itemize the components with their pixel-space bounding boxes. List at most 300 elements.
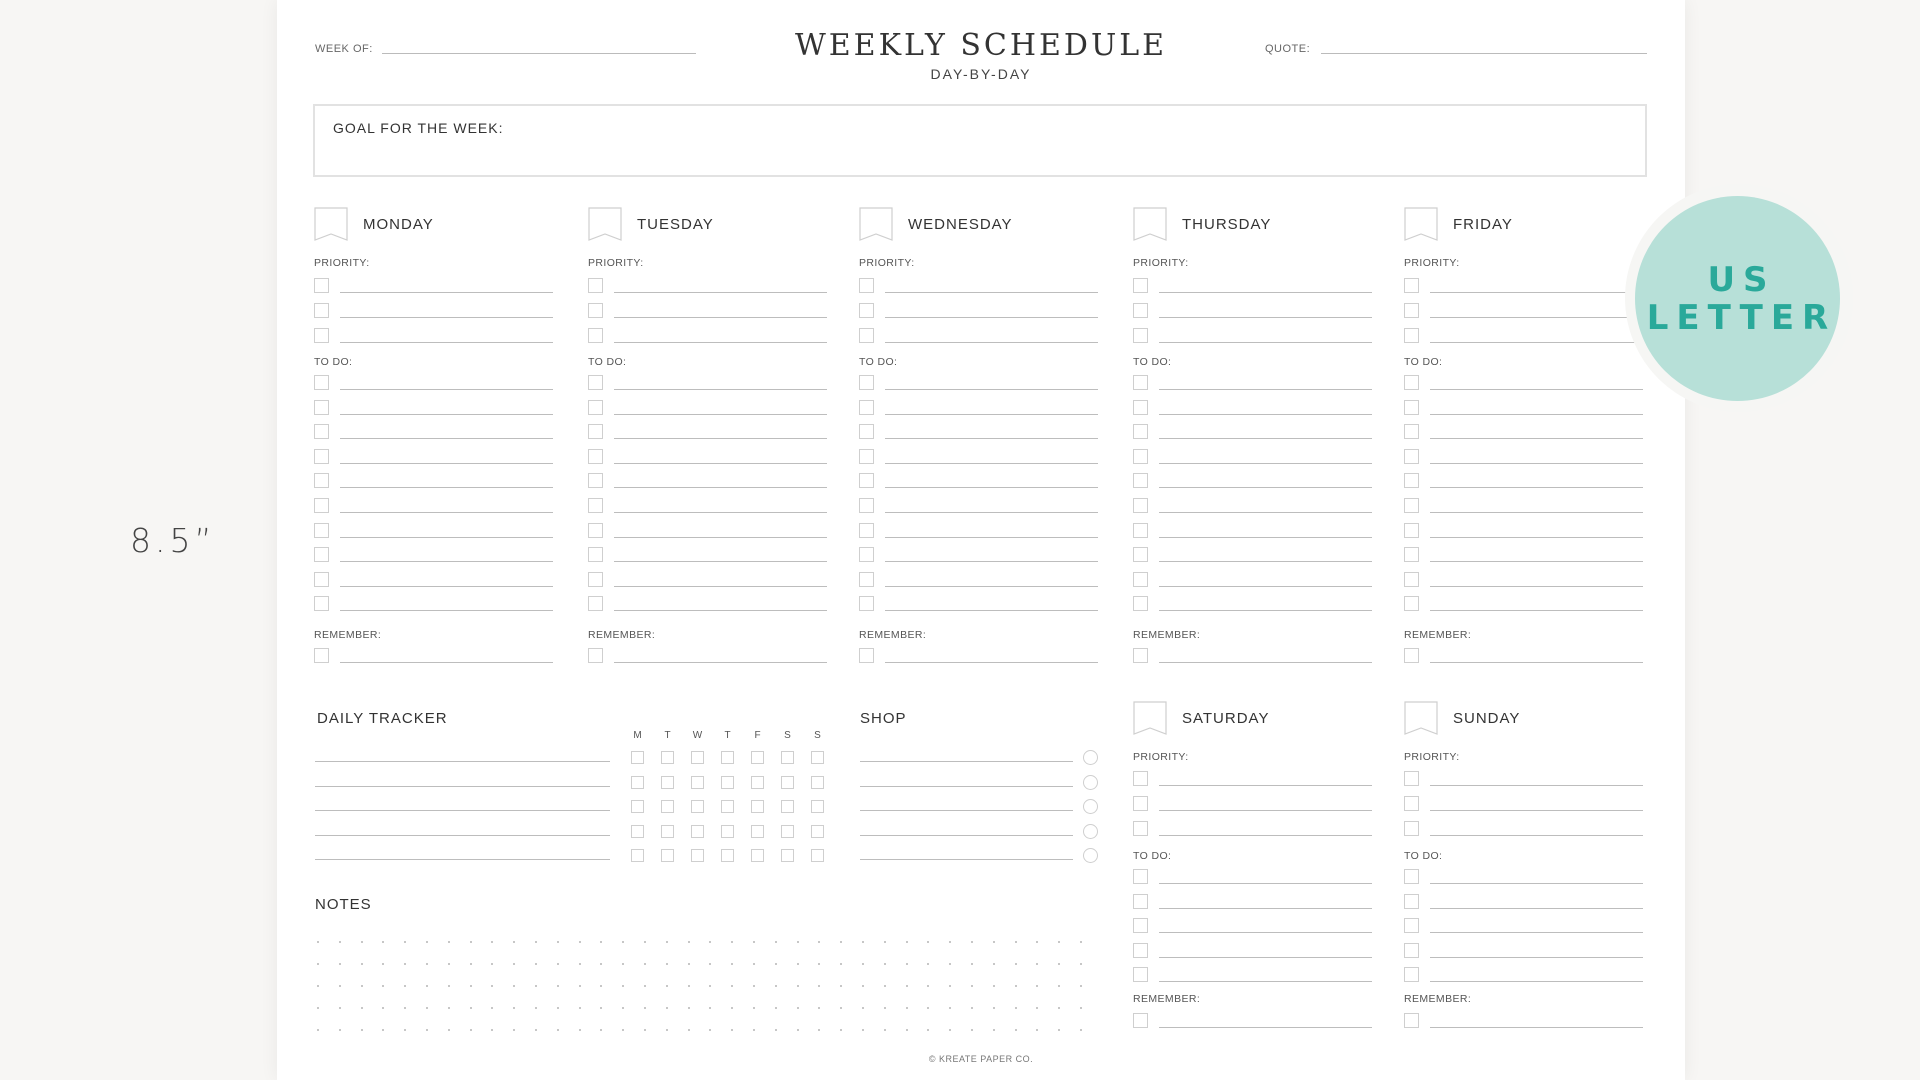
todo-write-line[interactable] [340,463,553,464]
tracker-checkbox[interactable] [631,800,644,813]
tracker-checkbox[interactable] [811,800,824,813]
todo-checkbox[interactable] [1404,869,1419,884]
priority-write-line[interactable] [1159,810,1372,811]
todo-write-line[interactable] [340,438,553,439]
remember-write-line[interactable] [1430,662,1643,663]
todo-row [314,424,554,440]
priority-checkbox[interactable] [1404,796,1419,811]
todo-write-line[interactable] [1159,883,1372,884]
priority-checkbox[interactable] [859,303,874,318]
todo-write-line[interactable] [614,561,827,562]
todo-checkbox[interactable] [859,498,874,513]
todo-checkbox[interactable] [1404,375,1419,390]
todo-checkbox[interactable] [1404,596,1419,611]
notes-dot [470,941,472,943]
todo-write-line[interactable] [1430,389,1643,390]
todo-checkbox[interactable] [1133,547,1148,562]
priority-checkbox[interactable] [859,328,874,343]
todo-row [1404,869,1644,885]
todo-write-line[interactable] [340,512,553,513]
remember-row [1404,648,1644,664]
notes-dot [426,963,428,965]
todo-write-line[interactable] [1430,512,1643,513]
priority-checkbox[interactable] [314,278,329,293]
notes-dot [927,1029,929,1031]
shop-item-line[interactable] [860,859,1073,860]
remember-write-line[interactable] [340,662,553,663]
priority-checkbox[interactable] [1404,328,1419,343]
todo-write-line[interactable] [1430,463,1643,464]
notes-dot [361,1007,363,1009]
remember-write-line[interactable] [1430,1027,1643,1028]
todo-checkbox[interactable] [588,449,603,464]
todo-checkbox[interactable] [588,498,603,513]
remember-checkbox[interactable] [1133,648,1148,663]
notes-dot [993,941,995,943]
priority-checkbox[interactable] [1404,303,1419,318]
todo-row [1133,572,1373,588]
todo-write-line[interactable] [340,561,553,562]
remember-checkbox[interactable] [588,648,603,663]
todo-checkbox[interactable] [314,473,329,488]
todo-checkbox[interactable] [1404,918,1419,933]
todo-checkbox[interactable] [588,473,603,488]
todo-checkbox[interactable] [314,375,329,390]
tracker-checkbox[interactable] [721,849,734,862]
day-name: SATURDAY [1182,709,1270,727]
todo-write-line[interactable] [1159,561,1372,562]
shop-circle-checkbox[interactable] [1083,824,1098,839]
priority-write-line[interactable] [1430,835,1643,836]
todo-checkbox[interactable] [1133,498,1148,513]
tracker-checkbox[interactable] [631,825,644,838]
todo-checkbox[interactable] [1404,449,1419,464]
tracker-checkbox[interactable] [721,776,734,789]
todo-write-line[interactable] [885,487,1098,488]
notes-dot [470,1007,472,1009]
remember-write-line[interactable] [885,662,1098,663]
day-name: WEDNESDAY [908,215,1013,233]
todo-checkbox[interactable] [859,400,874,415]
todo-write-line[interactable] [885,512,1098,513]
todo-write-line[interactable] [1159,463,1372,464]
notes-dot [753,1029,755,1031]
shop-circle-checkbox[interactable] [1083,775,1098,790]
todo-checkbox[interactable] [1133,869,1148,884]
todo-write-line[interactable] [1159,414,1372,415]
todo-checkbox[interactable] [314,498,329,513]
todo-checkbox[interactable] [1404,547,1419,562]
notes-dot [644,963,646,965]
todo-checkbox[interactable] [859,572,874,587]
todo-label: TO DO: [859,356,898,368]
notes-dot [622,1029,624,1031]
todo-write-line[interactable] [1159,586,1372,587]
notes-dot [448,941,450,943]
todo-checkbox[interactable] [588,400,603,415]
todo-write-line[interactable] [1159,610,1372,611]
tracker-checkbox[interactable] [751,825,764,838]
priority-checkbox[interactable] [314,303,329,318]
notes-dot [688,1029,690,1031]
todo-checkbox[interactable] [1133,572,1148,587]
priority-write-line[interactable] [1430,342,1643,343]
notes-dot [1080,1007,1082,1009]
tracker-checkbox[interactable] [751,751,764,764]
tracker-checkbox[interactable] [751,849,764,862]
tracker-habit-line[interactable] [315,810,610,811]
tracker-checkbox[interactable] [721,800,734,813]
tracker-habit-line[interactable] [315,835,610,836]
todo-write-line[interactable] [1159,908,1372,909]
day-header [1133,701,1269,735]
tracker-checkbox[interactable] [781,825,794,838]
todo-write-line[interactable] [614,586,827,587]
day-name: MONDAY [363,215,434,233]
todo-checkbox[interactable] [1133,449,1148,464]
priority-row [1133,771,1373,787]
tracker-checkbox[interactable] [661,751,674,764]
remember-checkbox[interactable] [314,648,329,663]
todo-checkbox[interactable] [1404,572,1419,587]
todo-checkbox[interactable] [859,449,874,464]
notes-dot [644,985,646,987]
todo-write-line[interactable] [1430,908,1643,909]
notes-dot [993,985,995,987]
todo-write-line[interactable] [340,487,553,488]
remember-checkbox[interactable] [1404,1013,1419,1028]
notes-dot [426,985,428,987]
priority-write-line[interactable] [1430,810,1643,811]
notes-dot [600,1029,602,1031]
priority-label: PRIORITY: [859,257,915,269]
tracker-checkbox[interactable] [721,751,734,764]
remember-write-line[interactable] [1159,1027,1372,1028]
priority-checkbox[interactable] [1404,278,1419,293]
todo-checkbox[interactable] [1404,967,1419,982]
notes-dot [818,1007,820,1009]
todo-label: TO DO: [1404,356,1443,368]
todo-checkbox[interactable] [1133,424,1148,439]
tracker-checkbox[interactable] [661,800,674,813]
todo-checkbox[interactable] [1133,967,1148,982]
priority-write-line[interactable] [614,292,827,293]
tracker-checkbox[interactable] [691,825,704,838]
todo-write-line[interactable] [1159,512,1372,513]
remember-checkbox[interactable] [1133,1013,1148,1028]
bookmark-flag-icon [1133,701,1167,735]
notes-dot [775,1029,777,1031]
notes-dot [404,1029,406,1031]
day-header [859,207,1013,241]
priority-checkbox[interactable] [588,328,603,343]
tracker-checkbox[interactable] [661,825,674,838]
notes-dot [688,1007,690,1009]
todo-write-line[interactable] [885,463,1098,464]
notes-dot [1080,963,1082,965]
priority-write-line[interactable] [1430,785,1643,786]
todo-checkbox[interactable] [1404,400,1419,415]
tracker-checkbox[interactable] [691,776,704,789]
todo-write-line[interactable] [340,414,553,415]
todo-write-line[interactable] [885,414,1098,415]
remember-write-line[interactable] [614,662,827,663]
tracker-checkbox[interactable] [781,849,794,862]
priority-write-line[interactable] [340,342,553,343]
todo-write-line[interactable] [885,586,1098,587]
todo-checkbox[interactable] [314,523,329,538]
todo-write-line[interactable] [885,537,1098,538]
todo-checkbox[interactable] [314,572,329,587]
notes-dot [709,963,711,965]
todo-write-line[interactable] [1159,487,1372,488]
todo-checkbox[interactable] [859,424,874,439]
priority-row [314,278,554,294]
todo-write-line[interactable] [614,463,827,464]
todo-write-line[interactable] [1430,586,1643,587]
todo-row [1133,449,1373,465]
todo-checkbox[interactable] [314,547,329,562]
tracker-checkbox[interactable] [691,849,704,862]
priority-checkbox[interactable] [1133,771,1148,786]
notes-dot [797,1029,799,1031]
priority-write-line[interactable] [1430,317,1643,318]
priority-write-line[interactable] [1159,785,1372,786]
tracker-checkbox[interactable] [781,800,794,813]
todo-write-line[interactable] [1159,389,1372,390]
tracker-habit-line[interactable] [315,761,610,762]
priority-checkbox[interactable] [588,278,603,293]
todo-checkbox[interactable] [1133,375,1148,390]
todo-row [1404,449,1644,465]
todo-write-line[interactable] [885,438,1098,439]
todo-checkbox[interactable] [314,596,329,611]
todo-write-line[interactable] [614,512,827,513]
priority-label: PRIORITY: [1133,257,1189,269]
tracker-checkbox[interactable] [781,776,794,789]
todo-write-line[interactable] [885,389,1098,390]
todo-checkbox[interactable] [1404,473,1419,488]
priority-write-line[interactable] [1159,317,1372,318]
notes-dot [382,985,384,987]
notes-dot [382,941,384,943]
notes-dot [797,963,799,965]
tracker-checkbox[interactable] [811,751,824,764]
priority-write-line[interactable] [1159,835,1372,836]
todo-write-line[interactable] [1430,981,1643,982]
todo-row [1404,547,1644,563]
todo-write-line[interactable] [885,610,1098,611]
todo-write-line[interactable] [1159,537,1372,538]
notes-dot [426,941,428,943]
todo-checkbox[interactable] [859,375,874,390]
todo-checkbox[interactable] [859,523,874,538]
todo-row [1133,473,1373,489]
todo-write-line[interactable] [1430,537,1643,538]
remember-write-line[interactable] [1159,662,1372,663]
priority-checkbox[interactable] [588,303,603,318]
todo-checkbox[interactable] [1133,894,1148,909]
notes-dot [1015,985,1017,987]
todo-checkbox[interactable] [859,473,874,488]
todo-checkbox[interactable] [1404,498,1419,513]
todo-write-line[interactable] [340,610,553,611]
notes-dot [1058,963,1060,965]
todo-checkbox[interactable] [588,572,603,587]
todo-write-line[interactable] [1159,438,1372,439]
shop-item-line[interactable] [860,761,1073,762]
tracker-checkbox[interactable] [811,776,824,789]
todo-checkbox[interactable] [1404,943,1419,958]
priority-checkbox[interactable] [1404,821,1419,836]
tracker-checkbox[interactable] [751,776,764,789]
notes-dot [535,941,537,943]
remember-checkbox[interactable] [859,648,874,663]
todo-checkbox[interactable] [1404,424,1419,439]
priority-checkbox[interactable] [1133,303,1148,318]
todo-write-line[interactable] [1159,981,1372,982]
todo-write-line[interactable] [1159,957,1372,958]
priority-checkbox[interactable] [1133,821,1148,836]
priority-write-line[interactable] [885,317,1098,318]
notes-dot [557,1029,559,1031]
priority-write-line[interactable] [340,317,553,318]
priority-write-line[interactable] [340,292,553,293]
todo-write-line[interactable] [1430,561,1643,562]
todo-write-line[interactable] [340,586,553,587]
notes-dot [579,985,581,987]
todo-checkbox[interactable] [1133,596,1148,611]
shop-item-line[interactable] [860,835,1073,836]
todo-checkbox[interactable] [1133,523,1148,538]
notes-dot [753,985,755,987]
todo-write-line[interactable] [614,414,827,415]
todo-write-line[interactable] [614,487,827,488]
todo-write-line[interactable] [614,438,827,439]
todo-checkbox[interactable] [588,424,603,439]
tracker-checkbox[interactable] [781,751,794,764]
todo-write-line[interactable] [1430,414,1643,415]
tracker-checkbox[interactable] [691,800,704,813]
notes-dot [949,963,951,965]
priority-checkbox[interactable] [314,328,329,343]
notes-dot [688,963,690,965]
todo-write-line[interactable] [1430,957,1643,958]
remember-checkbox[interactable] [1404,648,1419,663]
notes-dot [775,1007,777,1009]
todo-checkbox[interactable] [1404,894,1419,909]
todo-checkbox[interactable] [314,400,329,415]
todo-checkbox[interactable] [859,547,874,562]
notes-dot [971,985,973,987]
priority-checkbox[interactable] [1133,278,1148,293]
notes-dot [906,985,908,987]
tracker-habit-line[interactable] [315,859,610,860]
tracker-checkbox[interactable] [661,776,674,789]
todo-write-line[interactable] [340,537,553,538]
quote-line [1321,53,1647,54]
todo-write-line[interactable] [614,610,827,611]
todo-write-line[interactable] [340,389,553,390]
tracker-checkbox[interactable] [631,751,644,764]
priority-write-line[interactable] [1159,342,1372,343]
todo-checkbox[interactable] [588,596,603,611]
tracker-habit-line[interactable] [315,786,610,787]
tracker-checkbox[interactable] [691,751,704,764]
todo-write-line[interactable] [1159,932,1372,933]
todo-checkbox[interactable] [588,375,603,390]
priority-write-line[interactable] [614,342,827,343]
priority-write-line[interactable] [1159,292,1372,293]
shop-circle-checkbox[interactable] [1083,799,1098,814]
priority-checkbox[interactable] [1404,771,1419,786]
todo-checkbox[interactable] [588,523,603,538]
notes-dot [666,963,668,965]
notes-dot [382,1007,384,1009]
priority-checkbox[interactable] [1133,328,1148,343]
todo-checkbox[interactable] [588,547,603,562]
todo-checkbox[interactable] [1133,943,1148,958]
shop-item-line[interactable] [860,810,1073,811]
shop-item-line[interactable] [860,786,1073,787]
tracker-checkbox[interactable] [631,776,644,789]
tracker-checkbox[interactable] [721,825,734,838]
tracker-checkbox[interactable] [811,825,824,838]
todo-write-line[interactable] [1430,932,1643,933]
notes-dot [731,985,733,987]
notes-dot [557,1007,559,1009]
todo-write-line[interactable] [1430,438,1643,439]
tracker-checkbox[interactable] [631,849,644,862]
todo-checkbox[interactable] [314,424,329,439]
priority-label: PRIORITY: [1404,751,1460,763]
tracker-checkbox[interactable] [811,849,824,862]
remember-label: REMEMBER: [1133,993,1201,1005]
priority-write-line[interactable] [614,317,827,318]
priority-write-line[interactable] [885,342,1098,343]
todo-write-line[interactable] [885,561,1098,562]
shop-circle-checkbox[interactable] [1083,848,1098,863]
notes-dot [491,985,493,987]
todo-write-line[interactable] [1430,610,1643,611]
priority-row [1133,303,1373,319]
priority-checkbox[interactable] [1133,796,1148,811]
todo-write-line[interactable] [1430,487,1643,488]
notes-dot [1058,985,1060,987]
todo-label: TO DO: [1133,356,1172,368]
tracker-checkbox[interactable] [661,849,674,862]
notes-dot [535,1007,537,1009]
todo-checkbox[interactable] [1404,523,1419,538]
todo-checkbox[interactable] [859,596,874,611]
priority-write-line[interactable] [885,292,1098,293]
todo-write-line[interactable] [1430,883,1643,884]
notes-dot [949,985,951,987]
todo-checkbox[interactable] [314,449,329,464]
priority-checkbox[interactable] [859,278,874,293]
shop-circle-checkbox[interactable] [1083,750,1098,765]
todo-write-line[interactable] [614,389,827,390]
todo-checkbox[interactable] [1133,473,1148,488]
tracker-checkbox[interactable] [751,800,764,813]
notes-dot [600,963,602,965]
notes-dot [382,1029,384,1031]
todo-write-line[interactable] [614,537,827,538]
todo-checkbox[interactable] [1133,918,1148,933]
todo-checkbox[interactable] [1133,400,1148,415]
notes-dot [709,1029,711,1031]
priority-write-line[interactable] [1430,292,1643,293]
